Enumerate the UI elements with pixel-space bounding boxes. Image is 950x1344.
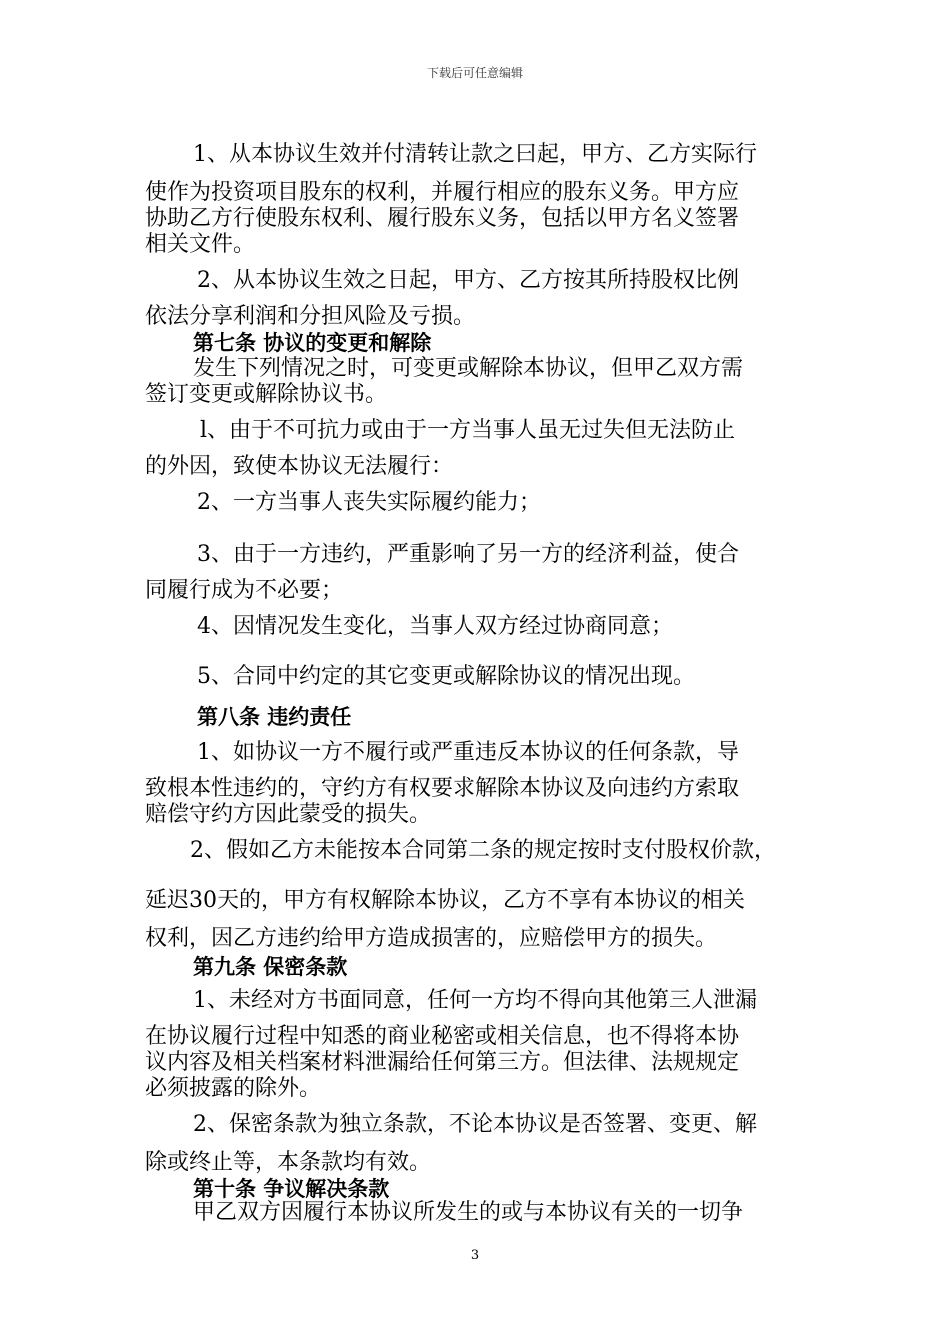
paragraph-line: 4、因情况发生变化，当事人双方经过协商同意； bbox=[197, 614, 673, 639]
paragraph-line: 3、由于一方违约，严重影响了另一方的经济利益，使合 bbox=[197, 542, 739, 567]
section-heading-9: 第九条 保密条款 bbox=[193, 955, 348, 979]
paragraph-line: 1、从本协议生效并付清转让款之曰起，甲方、乙方实际行 bbox=[193, 142, 757, 167]
page-header: 下载后可任意编辑 bbox=[426, 66, 523, 80]
paragraph-line: 2、假如乙方未能按本合同第二条的规定按时支付股权价款， bbox=[190, 838, 776, 863]
paragraph-line: l、由于不可抗力或由于一方当事人虽无过失但无法防止 bbox=[200, 418, 736, 443]
section-heading-7: 第七条 协议的变更和解除 bbox=[193, 331, 432, 355]
paragraph-line: 签订变更或解除协议书。 bbox=[145, 382, 388, 407]
paragraph-line: 赔偿守约方因此蒙受的损失。 bbox=[145, 802, 432, 827]
paragraph-line: 必须披露的除外。 bbox=[145, 1076, 322, 1101]
paragraph-line: 权利，因乙方违约给甲方造成损害的，应赔偿甲方的损失。 bbox=[145, 926, 718, 951]
paragraph-line: 甲乙双方因履行本协议所发生的或与本协议有关的一切争 bbox=[193, 1200, 744, 1225]
paragraph-line: 1、如协议一方不履行或严重违反本协议的任何条款，导 bbox=[197, 740, 739, 765]
paragraph-line: 1、未经对方书面同意，任何一方均不得向其他第三人泄漏 bbox=[193, 988, 757, 1013]
page-number: 3 bbox=[470, 1248, 480, 1263]
paragraph-line: 致根本性违约的，守约方有权要求解除本协议及向违约方索取 bbox=[145, 776, 740, 801]
paragraph-line: 发生下列情况之时，可变更或解除本协议，但甲乙双方需 bbox=[193, 356, 744, 381]
paragraph-line: 在协议履行过程中知悉的商业秘密或相关信息，也不得将本协 bbox=[145, 1024, 740, 1049]
paragraph-line: 除或终止等，本条款均有效。 bbox=[145, 1150, 432, 1175]
paragraph-line: 2、从本协议生效之日起，甲方、乙方按其所持股权比例 bbox=[197, 268, 739, 293]
paragraph-line: 5、合同中约定的其它变更或解除协议的情况出现。 bbox=[197, 664, 695, 689]
paragraph-line: 协助乙方行使股东权利、履行股东义务，包括以甲方名义签署 bbox=[145, 206, 740, 231]
paragraph-line: 依法分享利润和分担风险及亏损。 bbox=[145, 304, 476, 329]
paragraph-line: 同履行成为不必要； bbox=[145, 578, 344, 603]
paragraph-line: 延迟30天的，甲方有权解除本协议，乙方不享有本协议的相关 bbox=[145, 888, 745, 913]
paragraph-line: 2、保密条款为独立条款，不论本协议是否签署、变更、解 bbox=[193, 1112, 757, 1137]
paragraph-line: 议内容及相关档案材料泄漏给任何第三方。但法律、法规规定 bbox=[145, 1050, 740, 1075]
paragraph-line: 的外因，致使本协议无法履行： bbox=[145, 454, 454, 479]
paragraph-line: 相关文件。 bbox=[145, 232, 256, 257]
paragraph-line: 2、一方当事人丧失实际履约能力； bbox=[197, 490, 541, 515]
section-heading-10: 第十条 争议解决条款 bbox=[193, 1177, 390, 1201]
section-heading-8: 第八条 违约责任 bbox=[197, 705, 352, 729]
paragraph-line: 使作为投资项目股东的权利，并履行相应的股东义务。甲方应 bbox=[145, 180, 740, 205]
